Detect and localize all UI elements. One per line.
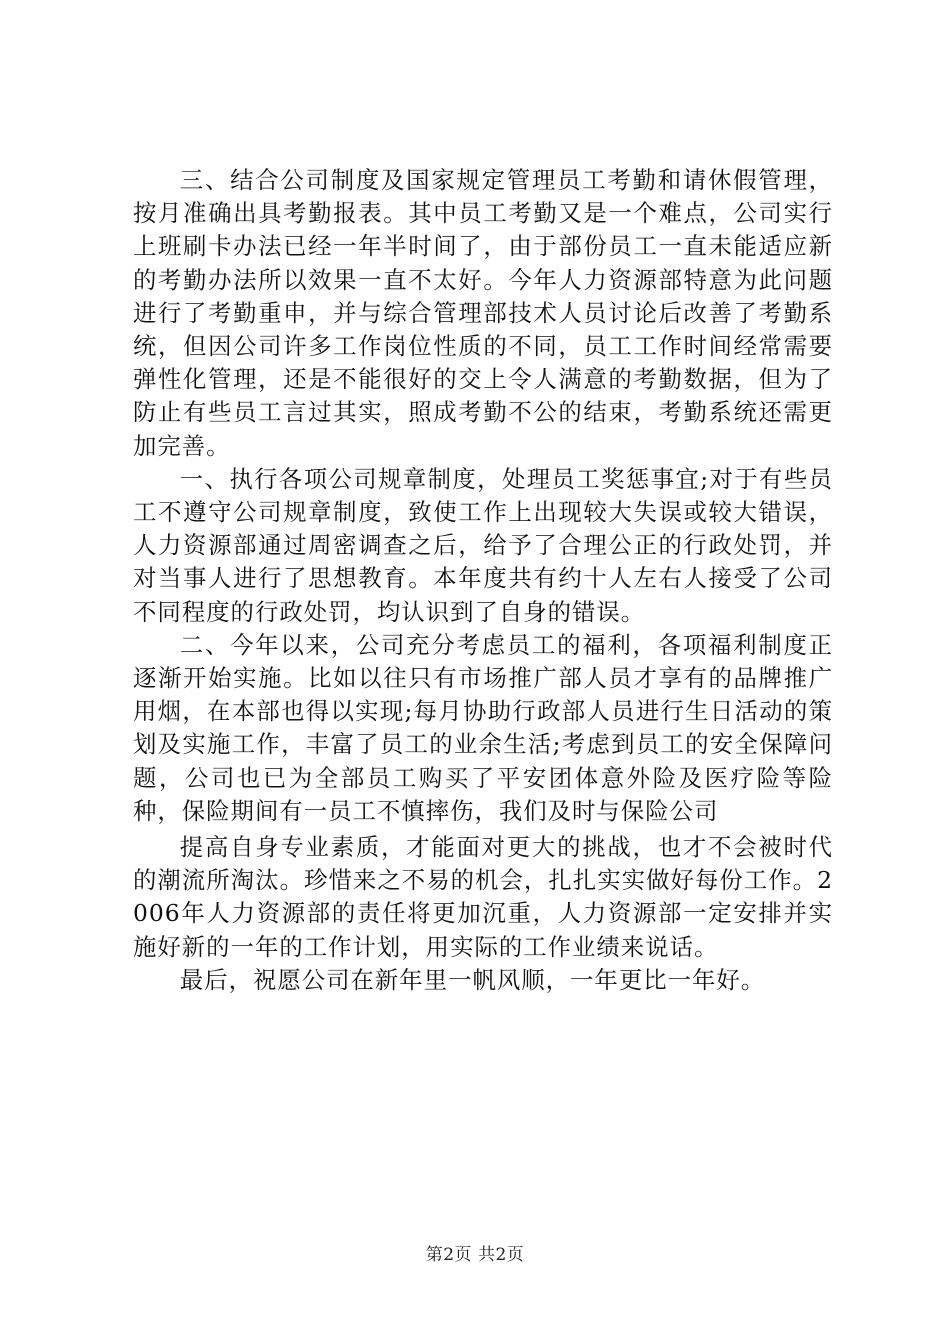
paragraph-attendance: 三、结合公司制度及国家规定管理员工考勤和请休假管理，按月准确出具考勤报表。其中员工考勤又是一个难点，公司实行上班刷卡办法已经一年半时间了，由于部份员工一直未能适应新的考勤办法所以效果一直不太好。今年人力资源部特意为此问题进行了考勤重申，并与综合管理部技术人员讨论后改善了考勤系统，但因公司许多工作岗位性质的不同，员工工作时间经常需要弹性化管理，还是不能很好的交上令人满意的考勤数据，但为了防止有些员工言过其实，照成考勤不公的结束，考勤系统还需更加完善。 <box>133 166 833 460</box>
document-body <box>133 164 833 997</box>
paragraph-welfare: 二、今年以来，公司充分考虑员工的福利，各项福利制度正逐渐开始实施。比如以往只有市场推广部人员才享有的品牌推广用烟，在本部也得以实现;每月协助行政部人员进行生日活动的策划及实施工作，丰富了员工的业余生活;考虑到员工的安全保障问题，公司也已为全部员工购买了平安团体意外险及医疗险等险种，保险期间有一员工不慎摔伤，我们及时与保险公司 <box>133 630 833 825</box>
paragraph-closing: 最后，祝愿公司在新年里一帆风顺，一年更比一年好。 <box>179 965 766 994</box>
paragraph-rules: 一、执行各项公司规章制度，处理员工奖惩事宜;对于有些员工不遵守公司规章制度，致使工作上出现较大失误或较大错误，人力资源部通过周密调查之后，给予了合理公正的行政处罚，并对当事人进行了思想教育。本年度共有约十人左右人接受了公司不同程度的行政处罚，均认识到了自身的错误。 <box>133 464 833 626</box>
page-footer: 第2页 共2页 <box>425 1245 525 1265</box>
paragraph-improvement: 提高自身专业素质，才能面对更大的挑战，也才不会被时代的潮流所淘汰。珍惜来之不易的机会，扎扎实实做好每份工作。2006年人力资源部的责任将更加沉重，人力资源部一定安排并实施好新的一年的工作计划，用实际的工作业绩来说话。 <box>133 833 833 961</box>
